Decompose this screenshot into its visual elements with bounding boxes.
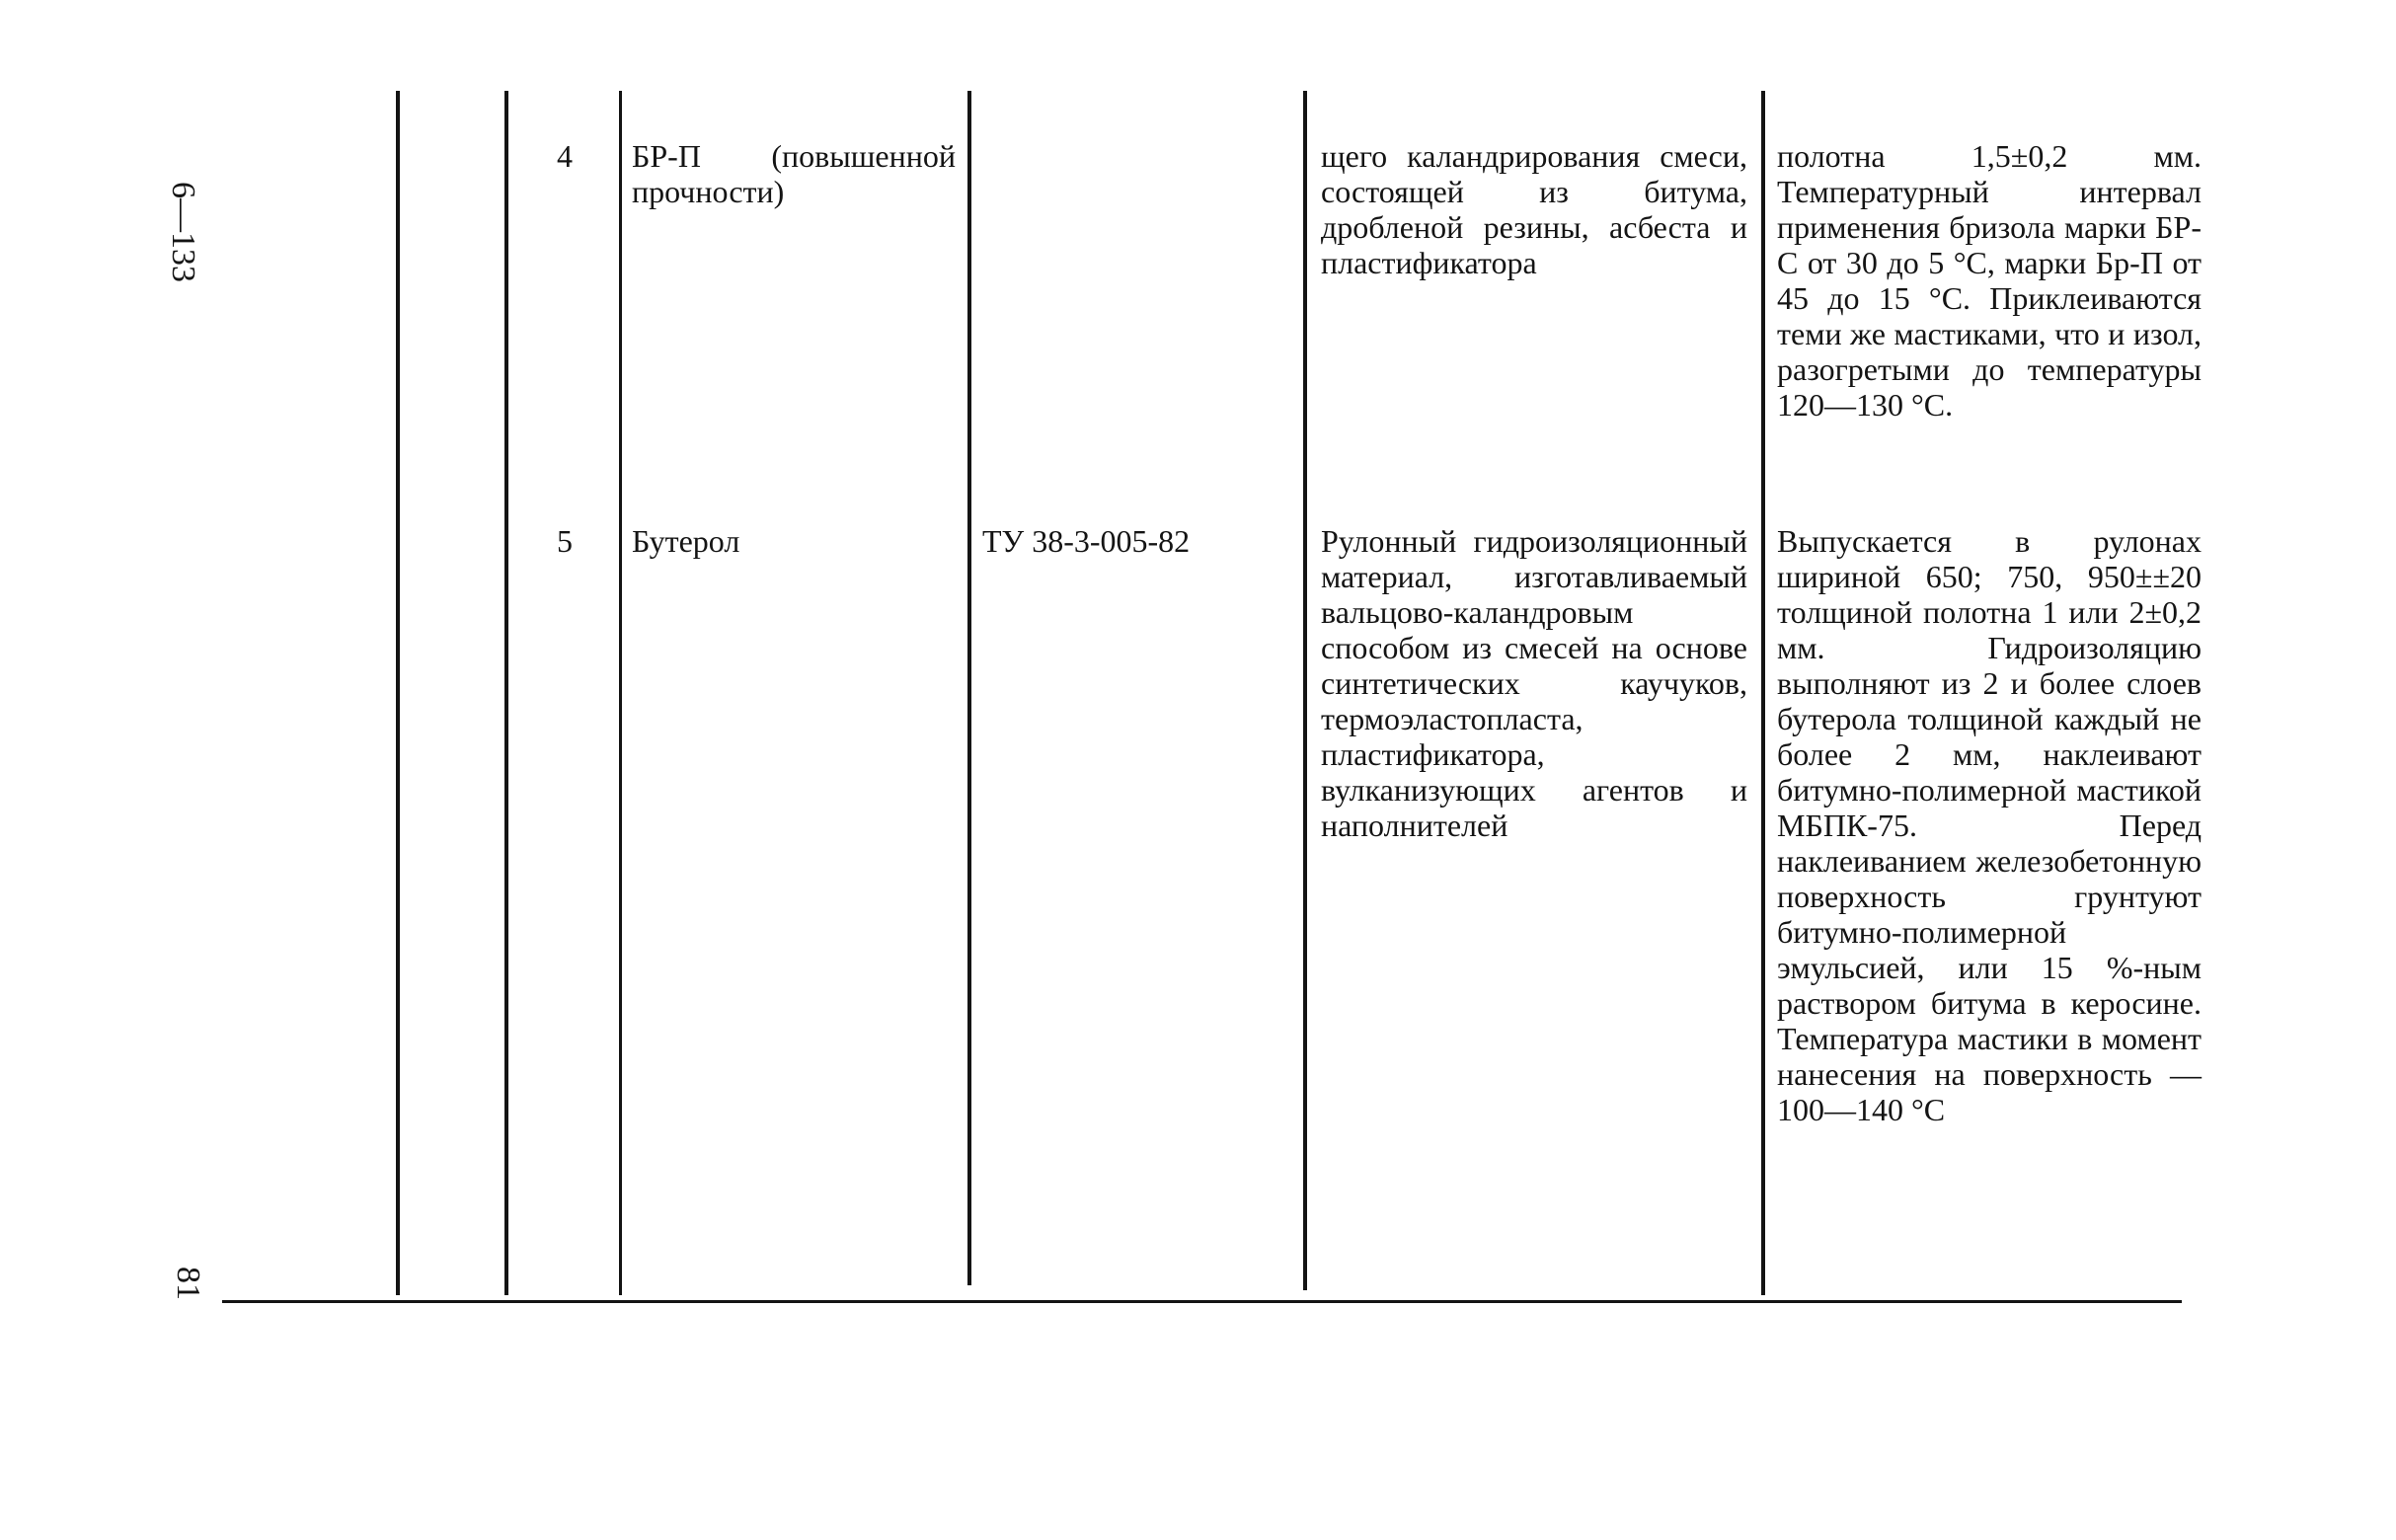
- column-rule-2: [504, 91, 508, 1295]
- column-rule-4: [967, 91, 971, 1285]
- description: Рулонный гидроизоляционный материал, изготавливаемый вальцово-каландровым способом из смесей на основе синтетических каучуков, термоэластопласта, пластификатора, вулканизующих агентов и наполнителей: [1321, 523, 1747, 843]
- column-rule-1: [396, 91, 400, 1295]
- row-number: 4: [557, 138, 573, 174]
- description: щего каландрирования смеси, состоящей из битума, дробленой резины, асбеста и пластификатора: [1321, 138, 1747, 280]
- notes: Выпускается в рулонах шириной 650; 750, 950±±20 толщиной полотна 1 или 2±0,2 мм. Гидроизоляцию выполняют из 2 и более слоев бутерола толщиной каждый не более 2 мм, наклеивают битумно-полимерной мастикой МБПК-75. Перед наклеиванием железобетонную поверхность грунтуют битумно-полимерной эмульсией, или 15 %-ным раствором битума в керосине. Температура мастики в момент нанесения на поверхность — 100—140 °С: [1777, 523, 2202, 1127]
- margin-signature: 6—133: [165, 182, 201, 282]
- column-rule-5: [1303, 91, 1307, 1290]
- table-bottom-rule: [222, 1300, 2182, 1303]
- column-rule-3: [619, 91, 622, 1295]
- row-number: 5: [557, 523, 573, 559]
- page-number: 81: [170, 1267, 206, 1300]
- material-name: БР-П (повышенной прочности): [632, 138, 956, 209]
- standard: ТУ 38-3-005-82: [982, 523, 1191, 559]
- material-name: Бутерол: [632, 523, 740, 559]
- column-rule-6: [1761, 91, 1765, 1295]
- notes: полотна 1,5±0,2 мм. Температурный интервал применения бризола марки БР-С от 30 до 5 °С, марки Бр-П от 45 до 15 °С. Приклеиваются теми же мастиками, что и изол, разогретыми до температуры 120—130 °С.: [1777, 138, 2202, 423]
